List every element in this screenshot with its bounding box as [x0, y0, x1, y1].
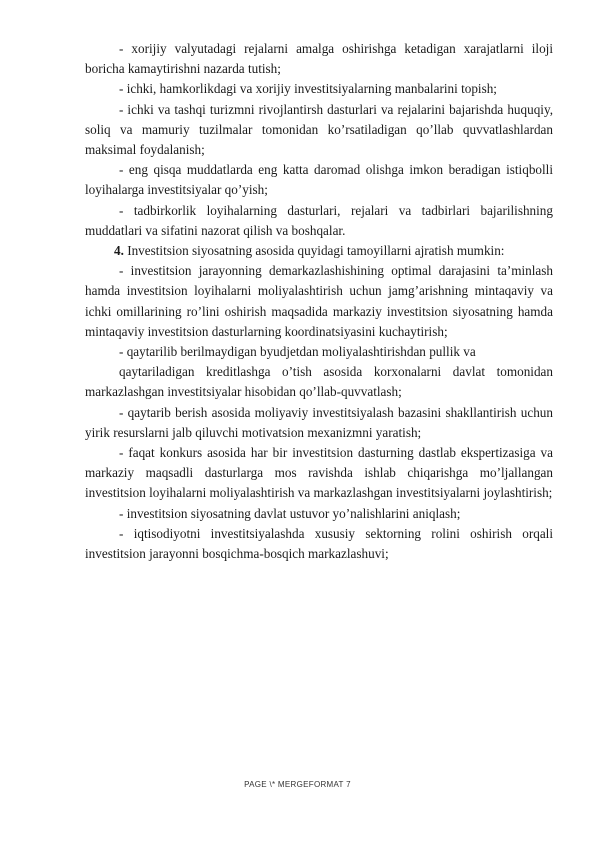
- paragraph-9: qaytariladigan kreditlashga o’tish asosida korxonalarni davlat tomonidan markazlashgan investitsiyalar hisobidan qo’llab-quvvatlash;: [85, 364, 553, 400]
- paragraph-8: - qaytarilib berilmaydigan byudjetdan moliyalashtirishdan pullik va: [119, 344, 476, 360]
- paragraph-12: - investitsion siyosatning davlat ustuvor yo’nalishlarini aniqlash;: [119, 505, 461, 521]
- paragraph-4: - eng qisqa muddatlarda eng katta daromad olishga imkon beradigan istiqbolli loyihalarga investitsiyalar qo’yish;: [85, 162, 553, 198]
- paragraph-5: - tadbirkorlik loyihalarning dasturlari, rejalari va tadbirlari bajarilishning muddatlari va sifatini nazorat qilish va boshqalar.: [85, 202, 553, 238]
- paragraph-1: - xorijiy valyutadagi rejalarni amalga oshirishga ketadigan xarajatlarni iloji boricha kamaytirishni nazarda tutish;: [85, 41, 553, 77]
- paragraph-2: - ichki, hamkorlikdagi va xorijiy investitsiyalarning manbalarini topish;: [119, 81, 497, 97]
- paragraph-6-numbered: [85, 241, 553, 261]
- paragraph-13: - iqtisodiyotni investitsiyalashda xususiy sektorning rolini oshirish orqali investitsion jarayonni bosqichma-bosqich markazlashuvi;: [85, 525, 553, 562]
- item-number: 4.: [114, 243, 124, 259]
- paragraph-6-text: Investitsion siyosatning asosida quyidagi tamoyillarni ajratish mumkin:: [123, 243, 505, 259]
- paragraph-7: - investitsion jarayonning demarkazlashishining optimal darajasini ta’minlash hamda investitsion loyihalarni moliyalashtirish uchun jamg’arishning mintaqaviy va ichki omillarining ro’lini oshirish maqsadida markaziy investitsion siyosatning hamda mintaqaviy investitsion dasturlarning koordinatsiyasini kuchaytirish;: [85, 263, 553, 339]
- page-footer: PAGE \* MERGEFORMAT 7: [244, 780, 351, 789]
- document-body: [85, 39, 553, 564]
- paragraph-3: - ichki va tashqi turizmni rivojlantirsh dasturlari va rejalarini bajarishda huquqiy, soliq va mamuriy tuzilmalar tomonidan ko’rsatiladigan qo’llab quvvatlashlardan maksimal foydalanish;: [85, 101, 553, 158]
- paragraph-10: - qaytarib berish asosida moliyaviy investitsiyalash bazasini shakllantirish uchun yirik resurslarni jalb qiluvchi motivatsion mexanizmni yaratish;: [85, 404, 553, 440]
- paragraph-11: - faqat konkurs asosida har bir investitsion dasturning dastlab ekspertizasiga va markaziy maqsadli dasturlarga mos ravishda ishlab chiqarishga mo’ljallangan investitsion loyihalarni moliyalashtirish va markazlashgan investitsiyalarni joylashtirish;: [85, 445, 553, 501]
